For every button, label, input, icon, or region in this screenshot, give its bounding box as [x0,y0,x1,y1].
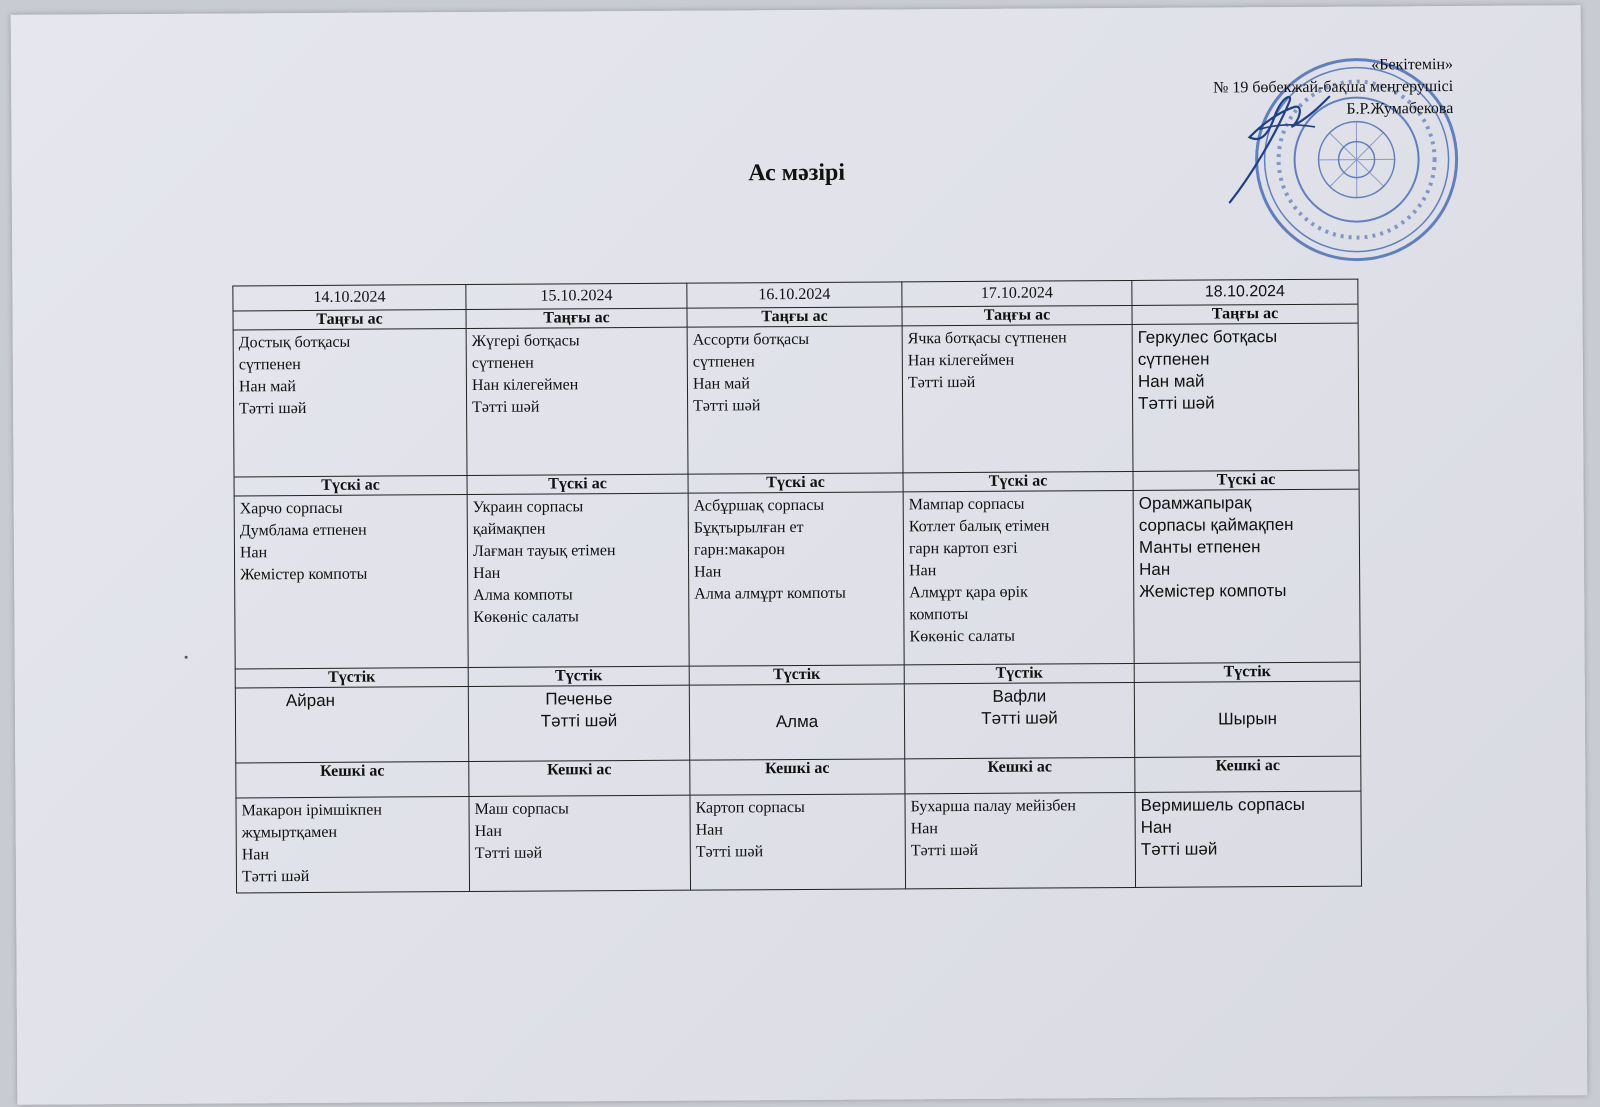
menu-item: Манты етпенен [1138,537,1261,557]
menu-cell [233,329,467,477]
menu-item: Тәтті шәй [239,400,307,418]
menu-item: Тәтті шәй [540,711,618,731]
meal-header: Түскі ас [234,476,467,496]
menu-item: Ассорти ботқасы [692,330,810,349]
menu-item: Печенье [545,689,613,709]
menu-item: Украин сорпасы [472,498,584,516]
menu-cell [235,687,468,763]
signature-mark [1219,67,1340,208]
menu-item: Нан [474,822,502,840]
meal-header: Түскі ас [903,471,1133,491]
menu-item: Нан май [692,375,750,393]
meal-header: Кешкі ас [1135,756,1361,792]
menu-item: Көкөніс салаты [473,608,579,626]
menu-item: Нан [1140,817,1172,837]
date-cell: 18.10.2024 [1132,279,1358,305]
menu-item: Картоп сорпасы [695,798,805,817]
menu-item: сүтпенен [238,356,301,374]
menu-item: сорпасы қаймақпен [1138,514,1294,535]
menu-item: Вафли [992,686,1047,706]
menu-item: Нан кілегеймен [907,351,1015,370]
menu-item: Тәтті шәй [693,397,761,415]
menu-item: Алма компоты [473,586,573,604]
menu-item: Мампар сорпасы [908,495,1025,514]
meal-header: Кешкі ас [236,762,469,798]
meal-header: Түстік [235,668,468,688]
meal-header: Таңғы ас [902,305,1132,325]
menu-cell [468,685,689,761]
approval-line-position: № 19 бөбекжай-бақша меңгерушісі [1213,77,1454,97]
menu-item: Лағман тауық етімен [472,542,616,560]
menu-item: Нан [1139,559,1171,579]
meal-header: Таңғы ас [466,308,687,328]
menu-cell [687,326,903,474]
menu-item: сүтпенен [1137,349,1210,369]
menu-item: компоты [909,605,969,624]
menu-item: Тәтті шәй [981,708,1058,728]
menu-cell [1135,791,1362,887]
menu-item: қаймақпен [472,520,546,538]
menu-item: Айран [285,690,336,711]
date-cell: 14.10.2024 [233,285,466,311]
menu-item: Асбұршақ сорпасы [693,496,825,515]
menu-cell [903,490,1134,664]
menu-item: Тәтті шәй [472,398,540,416]
menu-item: Макарон ірімшікпен [241,801,382,820]
menu-item: Жемістер компоты [1139,581,1287,601]
menu-cell [690,794,906,890]
menu-item: сүтпенен [692,353,755,371]
menu-cell [467,493,689,667]
menu-item: Думблама етпенен [239,521,367,540]
date-cell: 16.10.2024 [687,282,902,308]
menu-item: Бұқтырылған ет [693,518,804,537]
menu-item: Бухарша палау мейізбен [910,797,1076,816]
menu-item: гарн картоп езгі [908,539,1018,558]
menu-item: Нан [239,544,268,562]
menu-item: Жүгері ботқасы [471,332,580,350]
menu-cell [905,792,1136,888]
menu-item: Тәтті шәй [907,373,976,392]
menu-item: Нан [241,846,270,864]
menu-cell [904,682,1134,758]
menu-item: Нан [910,820,938,838]
menu-item: Тәтті шәй [474,844,543,862]
menu-item: Тәтті шәй [1138,393,1215,413]
menu-item: жұмыртқамен [241,823,338,842]
meal-header: Түстік [689,665,904,685]
menu-item: Алма алмұрт компоты [694,584,846,603]
meal-header: Түскі ас [467,474,688,494]
menu-cell [466,327,688,475]
meal-header: Түскі ас [1133,470,1359,490]
menu-item: Нан кілегеймен [471,376,579,394]
menu-item: Тәтті шәй [910,841,979,860]
menu-item: Шырын [1218,709,1278,729]
menu-cell [689,684,904,760]
menu-cell [1133,489,1360,663]
meal-header: Кешкі ас [905,757,1135,793]
menu-item: гарн:макарон [693,541,786,559]
date-cell: 15.10.2024 [466,283,687,309]
meal-header: Кешкі ас [690,759,905,795]
meal-header: Таңғы ас [233,310,466,330]
menu-item: Маш сорпасы [474,800,569,818]
menu-item: Орамжапырақ [1138,493,1252,513]
menu-cell [1132,323,1359,471]
menu-item: Нан [909,562,937,580]
meal-header: Түстік [904,663,1134,683]
menu-item: Вермишель сорпасы [1140,794,1306,815]
snack-row [235,681,1360,763]
meal-header: Таңғы ас [687,307,902,327]
paper-sheet [11,5,1588,1105]
menu-item: Алмұрт қара өрік [909,583,1028,602]
menu-item: Нан [694,563,722,581]
menu-item: Ячка ботқасы сүтпенен [907,329,1067,348]
meal-header: Түскі ас [688,473,903,493]
menu-cell [236,797,470,893]
meal-header: Кешкі ас [469,760,690,796]
menu-item: сүтпенен [471,354,534,372]
menu-cell [1134,681,1360,757]
menu-item: Тәтті шәй [241,867,310,886]
meal-header: Түстік [468,666,689,686]
breakfast-row [233,323,1359,477]
menu-item: Алма [775,711,819,732]
menu-item: Геркулес ботқасы [1137,327,1278,347]
dinner-row [236,791,1362,893]
meal-header: Түстік [1134,662,1360,682]
menu-item: Нан [695,821,723,839]
stray-dot [185,656,188,659]
menu-cell [469,795,691,891]
menu-item: Тәтті шәй [1140,839,1218,859]
approval-line-name: Б.Р.Жумабекова [1346,99,1454,118]
menu-table [232,279,1362,894]
menu-cell [902,324,1133,472]
menu-cell [688,492,904,666]
menu-item: Тәтті шәй [695,843,764,861]
date-cell: 17.10.2024 [902,280,1132,306]
menu-item: Нан май [1137,371,1205,391]
menu-cell [234,495,468,669]
menu-item: Нан май [238,378,296,396]
menu-item: Котлет балық етімен [908,517,1050,536]
meal-header: Таңғы ас [1132,304,1358,324]
page-title: Ас мәзірі [748,159,846,187]
menu-item: Нан [473,564,501,582]
menu-item: Харчо сорпасы [239,499,343,518]
menu-item: Достық ботқасы [238,333,351,352]
approval-line-approve: «Бекітемін» [1371,55,1454,74]
lunch-row [234,489,1360,669]
menu-item: Жемістер компоты [240,565,368,584]
menu-item: Көкөніс салаты [909,627,1016,646]
